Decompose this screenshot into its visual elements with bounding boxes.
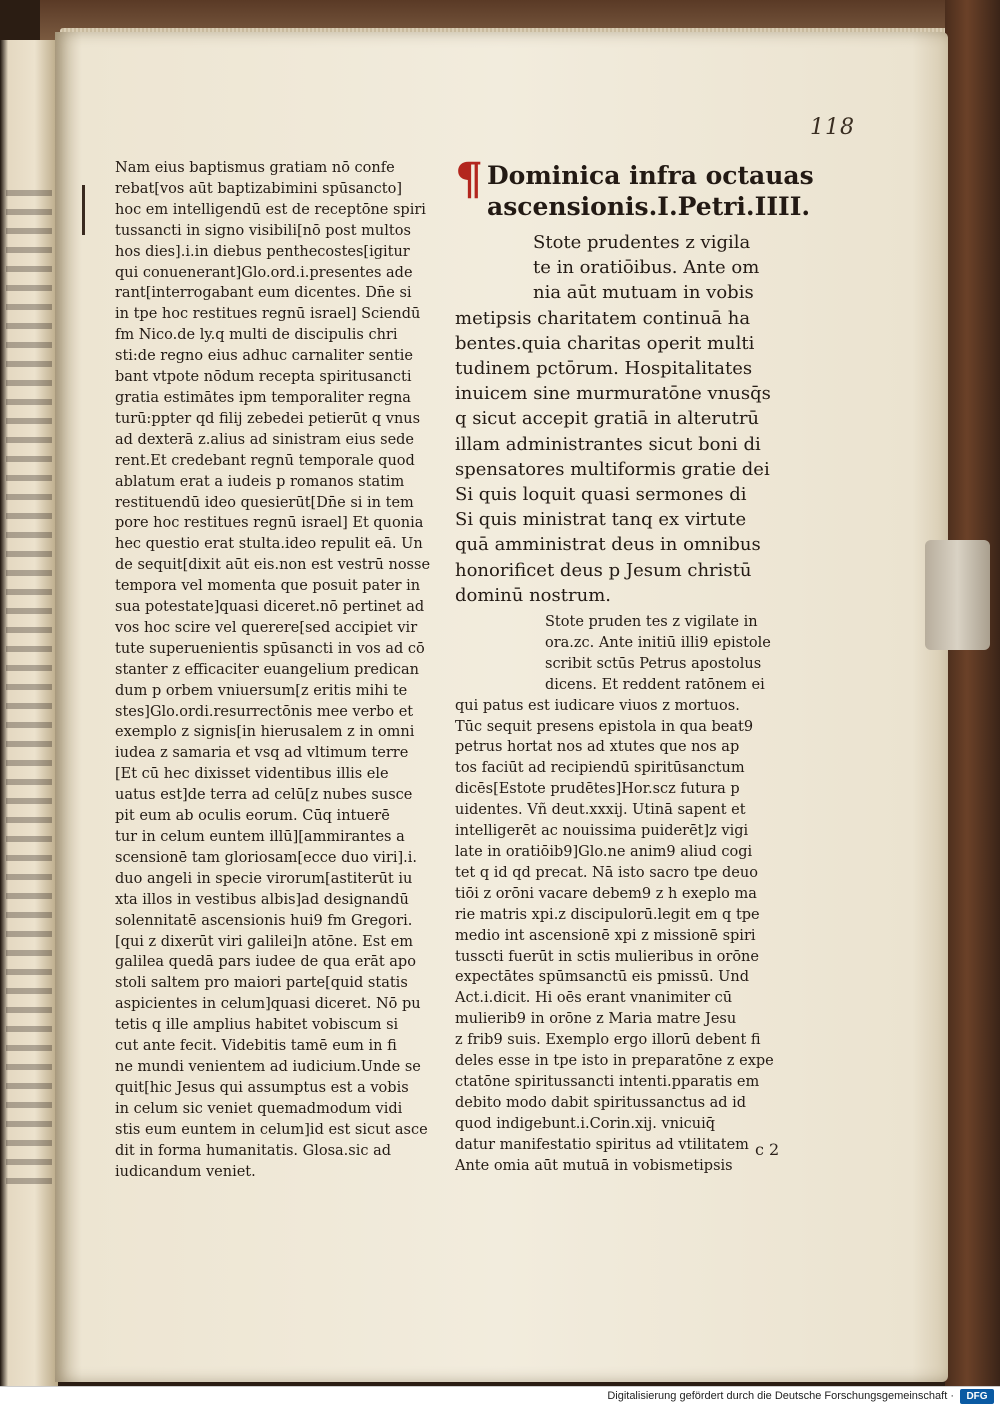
text-line: Ante omia aūt mutuā in vobismetipsis bbox=[455, 1157, 733, 1174]
text-line: ad dexterā z.alius ad sinistram eius sede bbox=[115, 431, 415, 448]
text-line: spensatores multiformis gratie dei bbox=[455, 458, 770, 480]
text-line: intelligerēt ac nouissima puiderēt]z vigi bbox=[455, 823, 749, 840]
catchword: c 2 bbox=[755, 1140, 780, 1159]
right-text-column bbox=[455, 154, 814, 1177]
text-line: scensionē tam gloriosam[ecce duo viri].i. bbox=[115, 849, 417, 866]
text-line: Si quis ministrat tanq ex virtute bbox=[455, 509, 747, 531]
text-line: [Et cū hec dixisset videntibus illis ele bbox=[115, 766, 389, 783]
text-line: quit[hic Jesus qui assumptus est a vobis bbox=[115, 1079, 409, 1096]
text-line: ablatum erat a iudeis p romanos statim bbox=[115, 473, 405, 490]
text-line: qui conuenerant]Glo.ord.i.presentes ade bbox=[115, 264, 413, 281]
text-line: rebat[vos aūt baptizabimini spūsancto] bbox=[115, 180, 402, 197]
text-line: late in oratiōib9]Glo.ne anim9 aliud cogi bbox=[455, 844, 753, 861]
text-line: Tūc sequit presens epistola in qua beat9 bbox=[455, 718, 754, 735]
text-line: quā amministrat deus in omnibus bbox=[455, 534, 761, 556]
text-line: xta illos in vestibus albis]ad designandū bbox=[115, 891, 409, 908]
text-line: inuicem sine murmuratōne vnusq̄s bbox=[455, 383, 771, 405]
text-line: scribit sctūs Petrus apostolus bbox=[545, 655, 762, 672]
text-line: iudea z samaria et vsq ad vltimum terre bbox=[115, 745, 409, 762]
text-line: rant[interrogabant eum dicentes. Dn̄e si bbox=[115, 285, 412, 302]
text-line: tussancti in signo visibili[nō post multos bbox=[115, 222, 411, 239]
text-line: debito modo dabit spiritussanctus ad id bbox=[455, 1094, 747, 1111]
text-line: restituendū ideo quesierūt[Dn̄e si in tem bbox=[115, 494, 414, 511]
text-line: fm Nico.de ly.q multi de discipulis chri bbox=[115, 327, 398, 344]
text-line: hos dies].i.in diebus penthecostes[igitur bbox=[115, 243, 410, 260]
footer-text: Digitalisierung gefördert durch die Deutsche Forschungsgemeinschaft · bbox=[607, 1390, 954, 1402]
text-line: tute superuenientis spūsancti in vos ad cō bbox=[115, 640, 425, 657]
text-line: honorificet deus p Jesum christū bbox=[455, 559, 752, 581]
commentary-text bbox=[455, 612, 795, 1176]
text-line: nia aūt mutuam in vobis bbox=[533, 282, 754, 304]
text-line: sua potestate]quasi diceret.nō pertinet ad bbox=[115, 599, 425, 616]
text-line: ne mundi venientem ad iudicium.Unde se bbox=[115, 1058, 421, 1075]
text-line: petrus hortat nos ad xtutes que nos ap bbox=[455, 739, 740, 756]
text-line: datur manifestatio spiritus ad vtilitatem bbox=[455, 1136, 749, 1153]
dfg-logo: DFG bbox=[960, 1389, 994, 1404]
footer-bar bbox=[0, 1386, 1000, 1407]
text-line: mulierib9 in orōne z Maria matre Jesu bbox=[455, 1011, 737, 1028]
lesson-text bbox=[375, 230, 795, 608]
left-page-text-fragment bbox=[6, 190, 52, 1190]
text-line: tempora vel momenta que posuit pater in bbox=[115, 578, 421, 595]
text-line: z frib9 suis. Exemplo ergo illorū debent fi bbox=[455, 1032, 761, 1049]
left-page-fragment bbox=[0, 40, 58, 1386]
book-clasp bbox=[925, 540, 990, 650]
text-line: medio int ascensionē xpi z missionē spiri bbox=[455, 927, 756, 944]
text-line: pit eum ab oculis eorum. Cūq intuerē bbox=[115, 808, 390, 825]
text-line: uidentes. Vñ deut.xxxij. Utinā sapent et bbox=[455, 802, 746, 819]
text-line: gratia estimātes ipm temporaliter regna bbox=[115, 389, 411, 406]
text-line: illam administrantes sicut boni di bbox=[455, 433, 761, 455]
text-line: [qui z dixerūt viri galilei]n atōne. Est em bbox=[115, 933, 413, 950]
text-line: rie matris xpi.z discipulorū.legit em q tpe bbox=[455, 906, 760, 923]
text-line: iudicandum veniet. bbox=[115, 1163, 256, 1180]
text-line: ctatōne spiritussancti intenti.pparatis em bbox=[455, 1073, 760, 1090]
text-line: q sicut accepit gratiā in alterutrū bbox=[455, 408, 760, 430]
text-line: tet q id qd precat. Nā isto sacro tpe deuo bbox=[455, 864, 758, 881]
text-line: Stote prudentes z vigila bbox=[533, 232, 751, 253]
text-line: tudinem pctōrum. Hospitalitates bbox=[455, 358, 753, 380]
text-line: in tpe hoc restitues regnū israel] Sciendū bbox=[115, 306, 421, 323]
text-line: rent.Et credebant regnū temporale quod bbox=[115, 452, 415, 469]
text-line: tiōi z orōni vacare debem9 z h exeplo ma bbox=[455, 885, 757, 902]
text-line: qui patus est iudicare viuos z mortuos. bbox=[455, 697, 740, 714]
pericope-heading bbox=[455, 154, 814, 222]
text-line: deles esse in tpe isto in preparatōne z expe bbox=[455, 1053, 774, 1070]
rubric-initial: ¶ bbox=[455, 154, 483, 205]
text-line: dicēs[Estote prudētes]Hor.scz futura p bbox=[455, 781, 740, 798]
text-line: te in oratiōibus. Ante om bbox=[533, 257, 760, 279]
text-line: Nam eius baptismus gratiam nō confe bbox=[115, 160, 395, 176]
text-line: bentes.quia charitas operit multi bbox=[455, 332, 755, 354]
text-line: stanter z efficaciter euangelium predican bbox=[115, 661, 419, 678]
heading-line: ascensionis.I.Petri.IIII. bbox=[487, 192, 811, 221]
text-line: aspicientes in celum]quasi diceret. Nō pu bbox=[115, 996, 421, 1013]
text-line: quod indigebunt.i.Corin.xij. vnicuiq̄ bbox=[455, 1115, 716, 1132]
folio-number: 118 bbox=[810, 115, 855, 140]
text-line: hec questio erat stulta.ideo repulit eā. Un bbox=[115, 536, 423, 553]
text-line: duo angeli in specie virorum[astiterūt iu bbox=[115, 870, 413, 887]
text-line: exemplo z signis[in hierusalem z in omni bbox=[115, 724, 415, 741]
text-line: metipsis charitatem continuā ha bbox=[455, 307, 751, 329]
text-line: tur in celum euntem illū][ammirantes a bbox=[115, 829, 405, 845]
text-line: expectātes spūmsanctū eis pmissū. Und bbox=[455, 969, 750, 986]
text-line: vos hoc scire vel querere[sed accipiet vir bbox=[115, 619, 418, 636]
text-line: stis eum euntem in celum]id est sicut asce bbox=[115, 1121, 428, 1138]
text-line: uatus est]de terra ad celū[z nubes susce bbox=[115, 787, 413, 804]
text-line: hoc em intelligendū est de receptōne spiri bbox=[115, 201, 426, 218]
text-line: dicens. Et reddent ratōnem ei bbox=[545, 676, 765, 693]
margin-mark bbox=[82, 185, 85, 235]
text-line: Stote pruden tes z vigilate in bbox=[545, 614, 758, 631]
text-line: stoli saltem pro maiori parte[quid statis bbox=[115, 975, 408, 992]
text-line: dum p orbem vniuersum[z eritis mihi te bbox=[115, 682, 408, 699]
text-line: turū:ppter qd filij zebedei petierūt q vnus bbox=[115, 410, 421, 427]
text-line: cut ante fecit. Videbitis tamē eum in fi bbox=[115, 1038, 397, 1055]
text-line: Si quis loquit quasi sermones di bbox=[455, 484, 747, 506]
text-line: pore hoc restitues regnū israel] Et quonia bbox=[115, 515, 424, 532]
text-line: de sequit[dixit aūt eis.non est vestrū nosse bbox=[115, 557, 431, 574]
text-line: tetis q ille amplius habitet vobiscum si bbox=[115, 1017, 399, 1034]
text-line: sti:de regno eius adhuc carnaliter sentie bbox=[115, 348, 413, 365]
text-line: bant vtpote nōdum recepta spiritusancti bbox=[115, 369, 412, 386]
text-line: Act.i.dicit. Hi oēs erant vnanimiter cū bbox=[455, 990, 733, 1007]
text-line: tusscti fuerūt in sctis mulieribus in orōne bbox=[455, 948, 759, 965]
text-line: solennitatē ascensionis hui9 fm Gregori. bbox=[115, 912, 413, 929]
heading-line: Dominica infra octauas bbox=[487, 161, 814, 190]
text-line: in celum sic veniet quemadmodum vidi bbox=[115, 1100, 403, 1117]
text-line: dit in forma humanitatis. Glosa.sic ad bbox=[115, 1142, 391, 1159]
text-line: dominū nostrum. bbox=[455, 584, 611, 606]
text-line: galilea quedā pars iudee de qua erāt apo bbox=[115, 954, 416, 971]
book-cover-right bbox=[945, 0, 1000, 1386]
text-line: ora.zc. Ante initiū illi9 epistole bbox=[545, 634, 771, 651]
text-line: tos faciūt ad recipiendū spiritūsanctum bbox=[455, 760, 745, 777]
text-line: stes]Glo.ordi.resurrectōnis mee verbo et bbox=[115, 703, 414, 720]
